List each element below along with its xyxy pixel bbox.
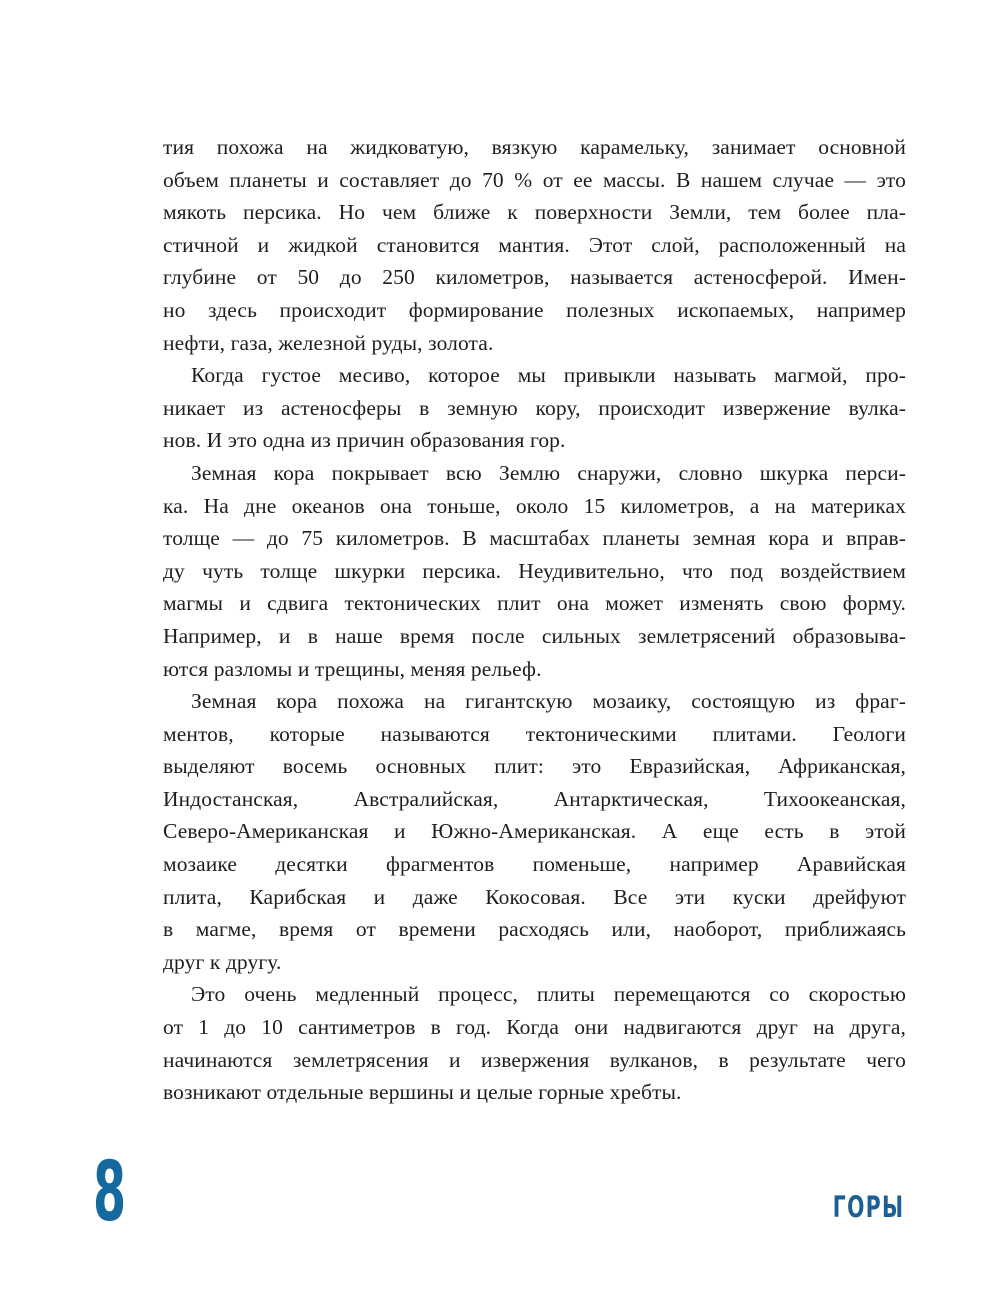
text-line: в магме, время от времени расходясь или, наоборот, приближаясь bbox=[163, 917, 906, 942]
text-line: мякоть персика. Но чем ближе к поверхности Земли, тем более пла- bbox=[163, 200, 906, 225]
text-line: толще — до 75 километров. В масштабах планеты земная кора и вправ- bbox=[163, 526, 906, 551]
text-line: Земная кора похожа на гигантскую мозаику, состоящую из фраг- bbox=[191, 689, 906, 714]
text-line: никает из астеносферы в земную кору, происходит извержение вулка- bbox=[163, 395, 906, 420]
text-line: мозаике десятки фрагментов поменьше, например Аравийская bbox=[163, 852, 906, 877]
text-line: но здесь происходит формирование полезных ископаемых, например bbox=[163, 297, 906, 322]
text-line: ментов, которые называются тектоническими плитами. Геологи bbox=[163, 721, 906, 746]
text-line: от 1 до 10 сантиметров в год. Когда они надвигаются друг на друга, bbox=[163, 1015, 906, 1040]
text-line: стичной и жидкой становится мантия. Этот слой, расположенный на bbox=[163, 232, 906, 257]
running-title: ГОРЫ bbox=[832, 1190, 904, 1224]
text-line: друг к другу. bbox=[163, 949, 282, 974]
text-line: возникают отдельные вершины и целые горные хребты. bbox=[163, 1080, 682, 1105]
text-line: плита, Карибская и даже Кокосовая. Все эти куски дрейфуют bbox=[163, 884, 906, 909]
text-line: объем планеты и составляет до 70 % от ее массы. В нашем случае — это bbox=[163, 167, 906, 192]
text-line: тия похожа на жидковатую, вязкую карамельку, занимает основной bbox=[163, 135, 906, 159]
text-line: Это очень медленный процесс, плиты перемещаются со скоростью bbox=[191, 982, 906, 1007]
text-line: ду чуть толще шкурки персика. Неудивительно, что под воздействием bbox=[163, 558, 906, 583]
text-line: нов. И это одна из причин образования гор. bbox=[163, 428, 566, 453]
text-line: глубине от 50 до 250 километров, называется астеносферой. Имен- bbox=[163, 265, 906, 290]
text-line: ются разломы и трещины, меняя рельеф. bbox=[163, 656, 542, 681]
text-line: магмы и сдвига тектонических плит она может изменять свою форму. bbox=[163, 591, 906, 616]
text-line: Северо-Американская и Южно-Американская. А еще есть в этой bbox=[163, 819, 906, 844]
text-line: начинаются землетрясения и извержения вулканов, в результате чего bbox=[163, 1047, 906, 1072]
body-text bbox=[163, 131, 906, 1109]
text-line: Индостанская, Австралийская, Антарктическая, Тихоокеанская, bbox=[163, 786, 906, 811]
text-line: Земная кора покрывает всю Землю снаружи, словно шкурка перси- bbox=[191, 460, 906, 485]
text-line: ка. На дне океанов она тоньше, около 15 километров, а на материках bbox=[163, 493, 906, 518]
text-line: Когда густое месиво, которое мы привыкли называть магмой, про- bbox=[191, 363, 906, 388]
page-number: 8 bbox=[93, 1145, 127, 1240]
text-line: Например, и в наше время после сильных землетрясений образовыва- bbox=[163, 623, 906, 648]
text-line: нефти, газа, железной руды, золота. bbox=[163, 330, 494, 355]
text-line: выделяют восемь основных плит: это Евразийская, Африканская, bbox=[163, 754, 906, 779]
